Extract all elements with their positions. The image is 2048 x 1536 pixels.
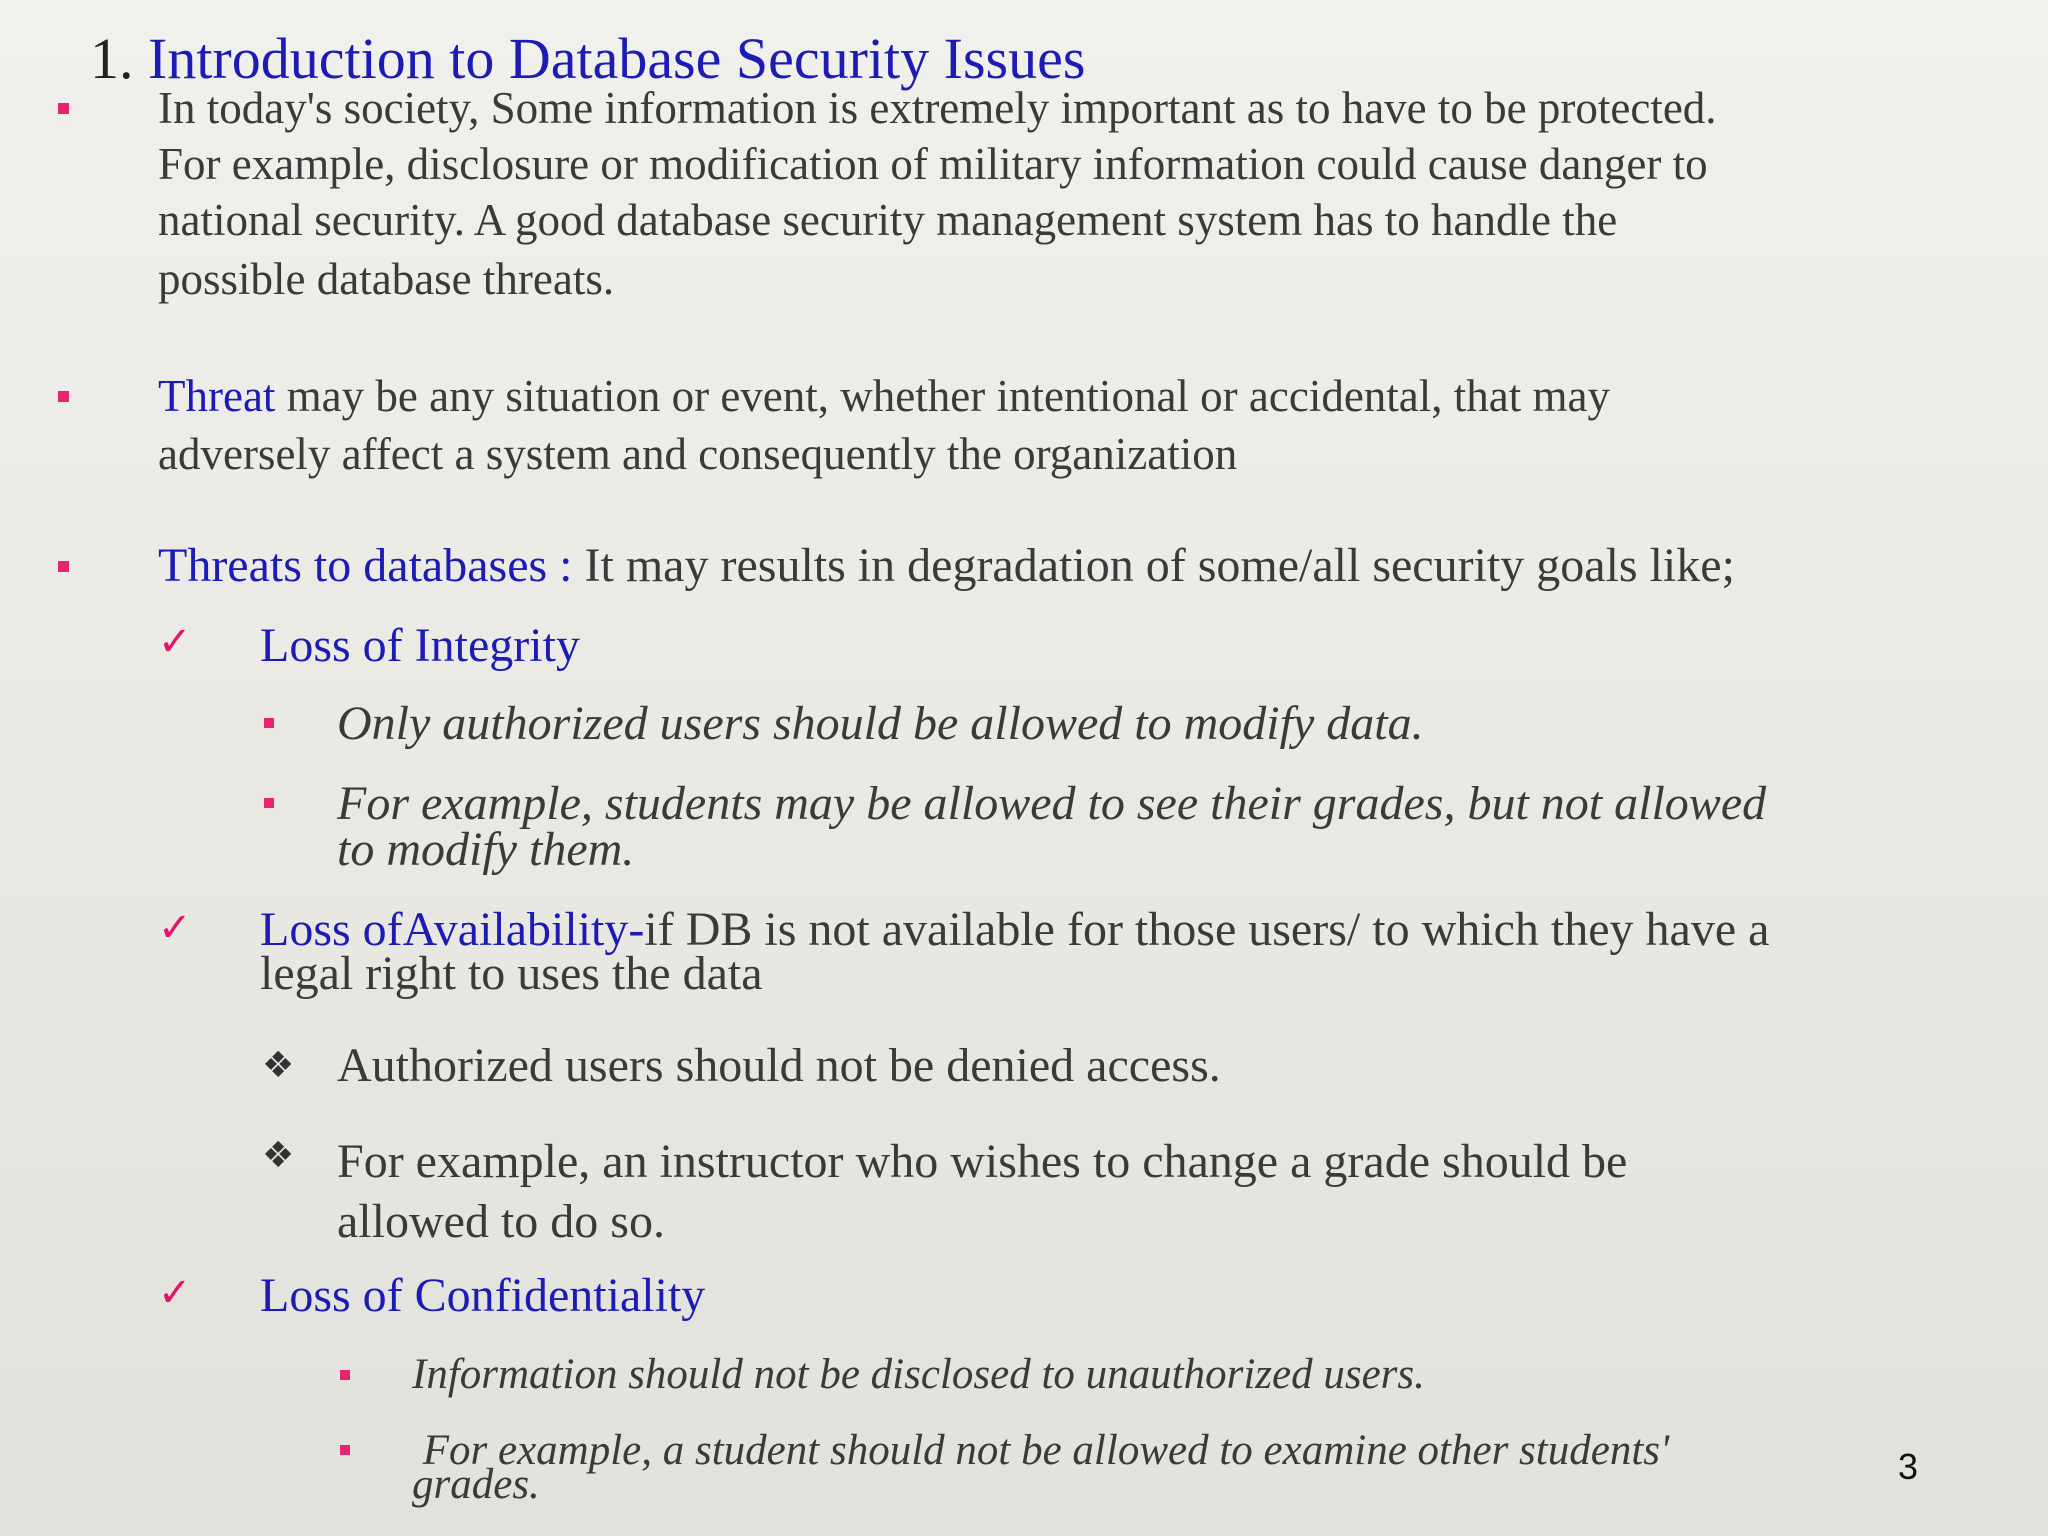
intro-line-4: possible database threats. <box>158 254 615 304</box>
threat-line-1-rest: may be any situation or event, whether intentional or accidental, that may <box>275 371 1610 421</box>
integrity-heading: Loss of Integrity <box>260 619 580 672</box>
checkmark-icon: ✓ <box>158 619 192 665</box>
availability-item-2-line-2: allowed to do so. <box>337 1195 665 1248</box>
integrity-item-2-line-1: For example, students may be allowed to see their grades, but not allowed <box>337 777 1767 830</box>
confidentiality-heading: Loss of Confidentiality <box>260 1269 706 1322</box>
threat-line-2: adversely affect a system and consequently the organization <box>158 429 1238 479</box>
bullet-square-icon <box>58 561 69 572</box>
availability-rest: if DB is not available for those users/ to which they have a <box>644 903 1770 956</box>
title-number: 1. <box>90 26 134 91</box>
integrity-item-1: Only authorized users should be allowed to modify data. <box>337 697 1424 750</box>
bullet-square-icon <box>58 103 69 114</box>
threats-to-databases <box>158 539 1735 592</box>
integrity-item-2-line-2: to modify them. <box>337 823 635 876</box>
confidentiality-item-2-line-2: grades. <box>412 1461 540 1508</box>
bullet-square-icon <box>264 718 274 728</box>
title-text: Introduction to Database Security Issues <box>148 26 1086 91</box>
integrity-item-2 <box>337 777 1767 876</box>
threat-term: Threat <box>158 371 276 421</box>
availability-line-2: legal right to uses the data <box>260 947 763 1000</box>
confidentiality-item-2-line-1: For example, a student should not be allowed to examine other students' <box>412 1427 1670 1474</box>
bullet-square-icon <box>58 391 69 402</box>
availability-item-2-line-1: For example, an instructor who wishes to change a grade should be <box>337 1135 1628 1188</box>
availability-heading: Loss ofAvailability- <box>260 903 645 956</box>
availability-item-2 <box>337 1132 1627 1252</box>
threat-line-1 <box>158 368 1610 424</box>
intro-line-1: In today's society, Some information is extremely important as to have to be protected. <box>158 83 1717 133</box>
checkmark-icon: ✓ <box>158 905 192 951</box>
threats-rest: It may results in degradation of some/all security goals like; <box>584 539 1735 592</box>
intro-paragraph <box>158 80 1717 307</box>
availability-block <box>260 903 1770 1000</box>
intro-line-3: national security. A good database security management system has to handle the <box>158 195 1618 245</box>
threats-term: Threats to databases : <box>158 539 585 592</box>
checkmark-icon: ✓ <box>158 1270 192 1316</box>
threat-definition <box>158 368 1610 482</box>
bullet-square-icon <box>264 798 274 808</box>
bullet-square-icon <box>340 1370 350 1380</box>
intro-line-2: For example, disclosure or modification of military information could cause danger to <box>158 139 1708 189</box>
page-number: 3 <box>1898 1446 1919 1487</box>
diamond-bullet-icon: ❖ <box>262 1135 295 1176</box>
availability-item-1: Authorized users should not be denied access. <box>337 1039 1221 1092</box>
diamond-bullet-icon: ❖ <box>262 1045 295 1086</box>
bullet-square-icon <box>340 1445 350 1455</box>
confidentiality-item-1: Information should not be disclosed to unauthorized users. <box>412 1351 1425 1398</box>
confidentiality-item-2 <box>412 1427 1670 1508</box>
